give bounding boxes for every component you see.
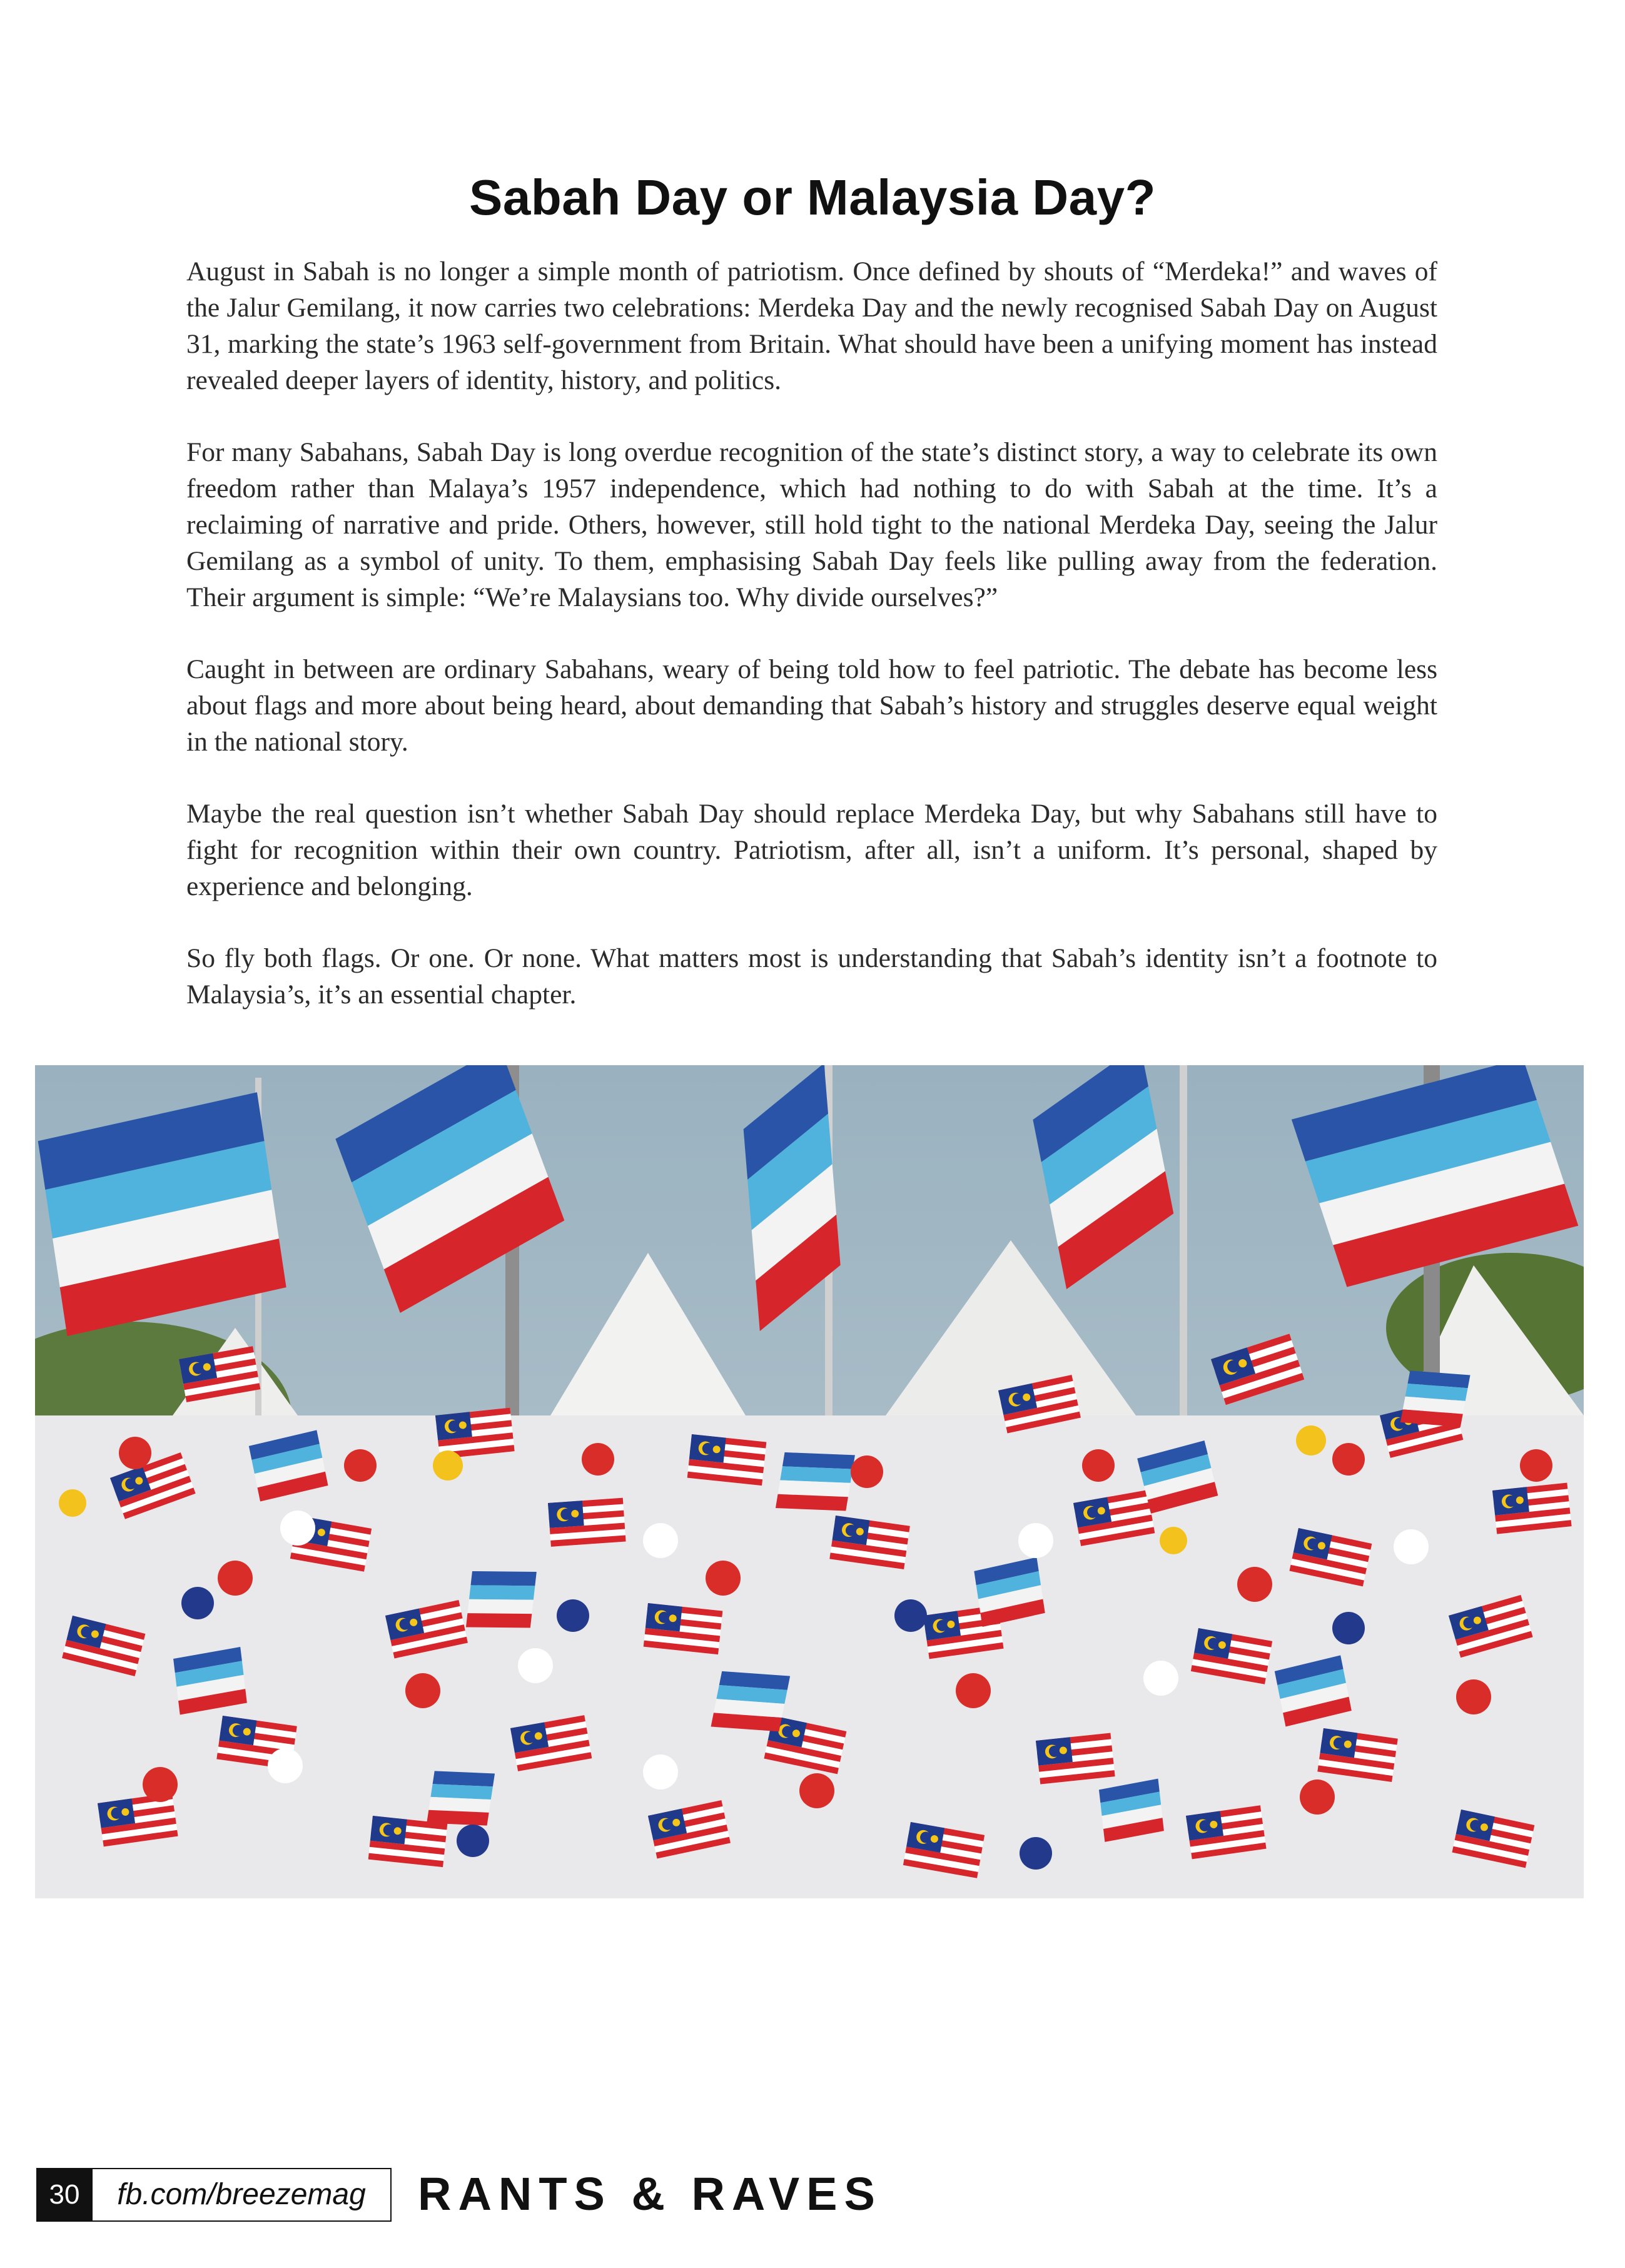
page-number: 30: [36, 2168, 93, 2222]
article-title: Sabah Day or Malaysia Day?: [469, 170, 1156, 225]
article-paragraph: Caught in between are ordinary Sabahans, weary of being told how to feel patriotic. The debate has become less about flags and more about being heard, about demanding that Sabah’s history and struggles deserve equal weight in the national story.: [186, 654, 1437, 757]
article-paragraph: So fly both flags. Or one. Or none. What matters most is understanding that Sabah’s identity isn’t a footnote to Malaysia’s, it’s an essential chapter.: [186, 943, 1437, 1010]
article-paragraph: August in Sabah is no longer a simple month of patriotism. Once defined by shouts of “Merdeka!” and waves of the Jalur Gemilang, it now carries two celebrations: Merdeka Day and the newly recognised Sabah Day on August 31, marking the state’s 1963 self-government from Britain. What should have been a unifying moment has instead revealed deeper layers of identity, history, and politics.: [186, 256, 1437, 395]
article-paragraph: For many Sabahans, Sabah Day is long overdue recognition of the state’s distinct story, a way to celebrate its own freedom rather than Malaya’s 1957 independence, which had nothing to do with Sabah at the time. It’s a reclaiming of narrative and pride. Others, however, still hold tight to the national Merdeka Day, seeing the Jalur Gemilang as a symbol of unity. To them, emphasising Sabah Day feels like pulling away from the federation. Their argument is simple: “We’re Malaysians too. Why divide ourselves?”: [186, 437, 1437, 612]
facebook-url[interactable]: fb.com/breezemag: [93, 2168, 392, 2222]
crowd-flags-photo: [35, 1065, 1584, 1898]
article-paragraph: Maybe the real question isn’t whether Sabah Day should replace Merdeka Day, but why Sabahans still have to fight for recognition within their own country. Patriotism, after all, isn’t a uniform. It’s personal, shaped by experience and belonging.: [186, 799, 1437, 901]
article-body: [186, 253, 1437, 1048]
section-title: RANTS & RAVES: [418, 2168, 882, 2220]
